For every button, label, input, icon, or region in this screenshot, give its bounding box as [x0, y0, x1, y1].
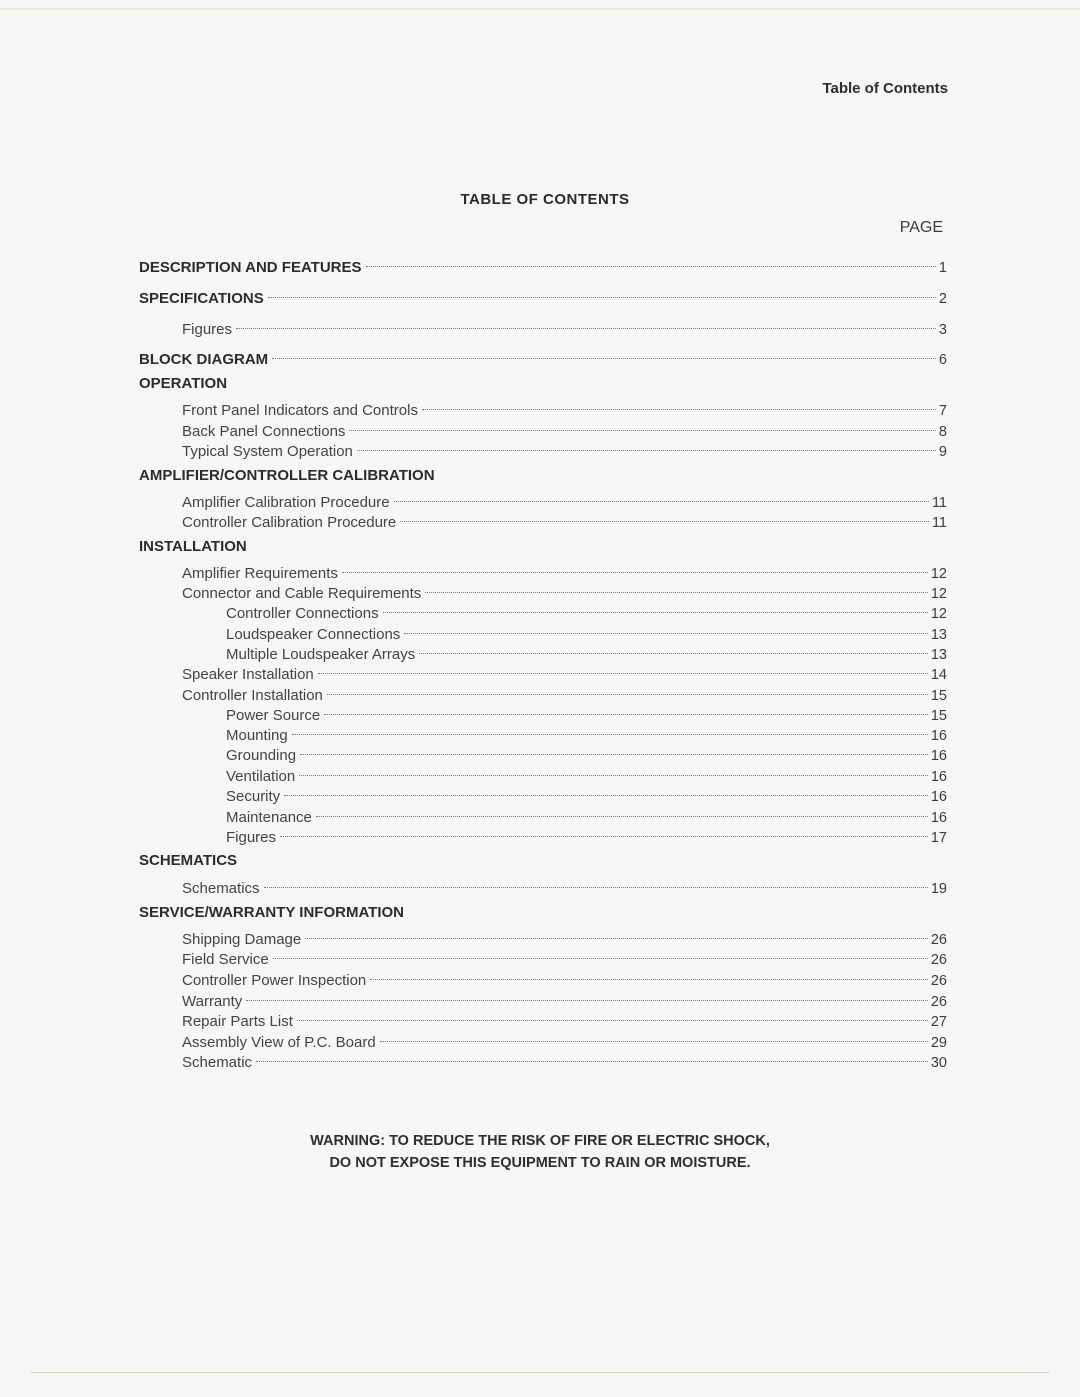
- toc-entry-page: 19: [930, 881, 947, 897]
- toc-entry-label: Amplifier Calibration Procedure: [182, 494, 390, 511]
- dot-leader: [280, 816, 928, 837]
- toc-entry-label: Speaker Installation: [182, 666, 314, 683]
- dot-leader: [366, 246, 936, 267]
- toc-entry[interactable]: [182, 506, 947, 531]
- dot-leader: [383, 592, 928, 613]
- toc-entry-page: 12: [930, 566, 947, 582]
- toc-entry[interactable]: [139, 343, 947, 368]
- dot-leader: [264, 867, 928, 888]
- toc-entry-page: 13: [930, 627, 947, 643]
- dot-leader: [357, 430, 936, 451]
- toc-entry-label: Typical System Operation: [182, 443, 353, 460]
- bottom-edge: [30, 1372, 1050, 1373]
- toc-entry-label: Ventilation: [226, 768, 296, 785]
- toc-entry-page: 15: [930, 688, 947, 704]
- toc-entry-page: 26: [930, 952, 947, 968]
- dot-leader: [394, 481, 929, 502]
- toc-entry-page: 3: [938, 322, 947, 338]
- dot-leader: [370, 959, 928, 980]
- toc-entry-label: Schematics: [182, 880, 260, 897]
- toc-entry-page: 13: [930, 647, 947, 663]
- toc-entry-label: Power Source: [226, 707, 321, 724]
- toc-entry-page: 26: [930, 994, 947, 1010]
- toc-entry-label: Loudspeaker Connections: [226, 626, 401, 643]
- toc-entry-label: Connector and Cable Requirements: [182, 585, 422, 602]
- toc-entry-page: 29: [930, 1035, 947, 1051]
- section-heading: SCHEMATICS: [139, 852, 238, 869]
- dot-leader: [327, 674, 928, 695]
- dot-leader: [284, 775, 928, 796]
- toc-entry-page: 16: [930, 728, 947, 744]
- toc-entry-label: Warranty: [182, 993, 243, 1010]
- running-head: Table of Contents: [822, 80, 948, 97]
- toc-entry-label: Grounding: [226, 747, 297, 764]
- section-heading: AMPLIFIER/CONTROLLER CALIBRATION: [139, 467, 435, 484]
- dot-leader: [272, 338, 936, 359]
- toc-entry-label: Controller Connections: [226, 605, 379, 622]
- toc-entry[interactable]: [139, 251, 947, 276]
- safety-warning: [0, 1130, 1080, 1174]
- toc-entry-page: 16: [930, 789, 947, 805]
- dot-leader: [236, 308, 936, 329]
- toc-entry-label: Security: [226, 788, 281, 805]
- toc-entry-page: 26: [930, 973, 947, 989]
- toc-entry-page: 9: [938, 444, 947, 460]
- toc-entry-label: Multiple Loudspeaker Arrays: [226, 646, 416, 663]
- toc-entry-page: 11: [931, 495, 947, 511]
- dot-leader: [268, 277, 936, 298]
- toc-entry[interactable]: [182, 435, 947, 460]
- toc-entry[interactable]: [139, 282, 947, 307]
- dot-leader: [380, 1021, 928, 1042]
- toc-entry-page: 11: [931, 515, 947, 531]
- dot-leader: [256, 1041, 928, 1062]
- toc-entry-label: Controller Power Inspection: [182, 972, 367, 989]
- toc-entry-label: BLOCK DIAGRAM: [139, 351, 269, 368]
- section-heading: INSTALLATION: [139, 538, 247, 555]
- toc-entry-page: 16: [930, 748, 947, 764]
- dot-leader: [404, 613, 928, 634]
- dot-leader: [324, 694, 928, 715]
- toc-entry-page: 6: [938, 352, 947, 368]
- dot-leader: [292, 714, 928, 735]
- toc-entry[interactable]: [182, 1046, 947, 1071]
- dot-leader: [299, 755, 928, 776]
- toc-entry-page: 1: [938, 260, 947, 276]
- toc-entry-label: Repair Parts List: [182, 1013, 293, 1030]
- toc-entry-page: 17: [930, 830, 947, 846]
- toc-entry-page: 12: [930, 586, 947, 602]
- toc-entry-page: 7: [938, 403, 947, 419]
- section-heading: OPERATION: [139, 375, 228, 392]
- toc-entry-label: Controller Installation: [182, 687, 323, 704]
- dot-leader: [318, 653, 928, 674]
- dot-leader: [422, 389, 936, 410]
- toc-entry-label: Back Panel Connections: [182, 423, 346, 440]
- toc-entry-page: 14: [930, 667, 947, 683]
- toc-entry-page: 15: [930, 708, 947, 724]
- toc-entry-page: 26: [930, 932, 947, 948]
- toc-entry-page: 2: [938, 291, 947, 307]
- warning-line-2: DO NOT EXPOSE THIS EQUIPMENT TO RAIN OR MOISTURE.: [329, 1155, 751, 1171]
- toc-entry-label: Maintenance: [226, 809, 312, 826]
- toc-entry-label: Mounting: [226, 727, 288, 744]
- toc-entry[interactable]: [182, 872, 947, 897]
- toc-entry-page: 16: [930, 769, 947, 785]
- toc-entry-page: 16: [930, 810, 947, 826]
- section-heading: SERVICE/WARRANTY INFORMATION: [139, 904, 405, 921]
- toc-entry-page: 8: [938, 424, 947, 440]
- warning-line-1: WARNING: TO REDUCE THE RISK OF FIRE OR ELECTRIC SHOCK,: [310, 1133, 770, 1149]
- page-column-label: PAGE: [899, 219, 943, 236]
- dot-leader: [300, 734, 928, 755]
- dot-leader: [316, 796, 928, 817]
- toc-entry-label: Field Service: [182, 951, 269, 968]
- toc-entry-label: Figures: [226, 829, 277, 846]
- toc-entry-label: Front Panel Indicators and Controls: [182, 402, 418, 419]
- toc-entry-page: 30: [930, 1055, 947, 1071]
- dot-leader: [419, 633, 928, 654]
- toc-entry-page: 27: [930, 1014, 947, 1030]
- dot-leader: [425, 572, 928, 593]
- dot-leader: [349, 410, 935, 431]
- toc-entry-label: Amplifier Requirements: [182, 565, 338, 582]
- toc-entry-page: 12: [930, 606, 947, 622]
- toc-entry-label: SPECIFICATIONS: [139, 290, 264, 307]
- page-title: TABLE OF CONTENTS: [460, 191, 630, 208]
- toc-entry[interactable]: [182, 313, 947, 338]
- dot-leader: [246, 980, 928, 1001]
- dot-leader: [297, 1000, 928, 1021]
- toc-entry-label: Assembly View of P.C. Board: [182, 1034, 376, 1051]
- toc-entry-label: Controller Calibration Procedure: [182, 514, 397, 531]
- toc-entry[interactable]: [226, 821, 947, 846]
- dot-leader: [305, 918, 928, 939]
- toc-entry-label: Shipping Damage: [182, 931, 302, 948]
- toc-entry-label: DESCRIPTION AND FEATURES: [139, 259, 362, 276]
- toc-entry-label: Schematic: [182, 1054, 253, 1071]
- dot-leader: [273, 938, 928, 959]
- dot-leader: [400, 501, 929, 522]
- toc-entry-label: Figures: [182, 321, 233, 338]
- dot-leader: [342, 552, 928, 573]
